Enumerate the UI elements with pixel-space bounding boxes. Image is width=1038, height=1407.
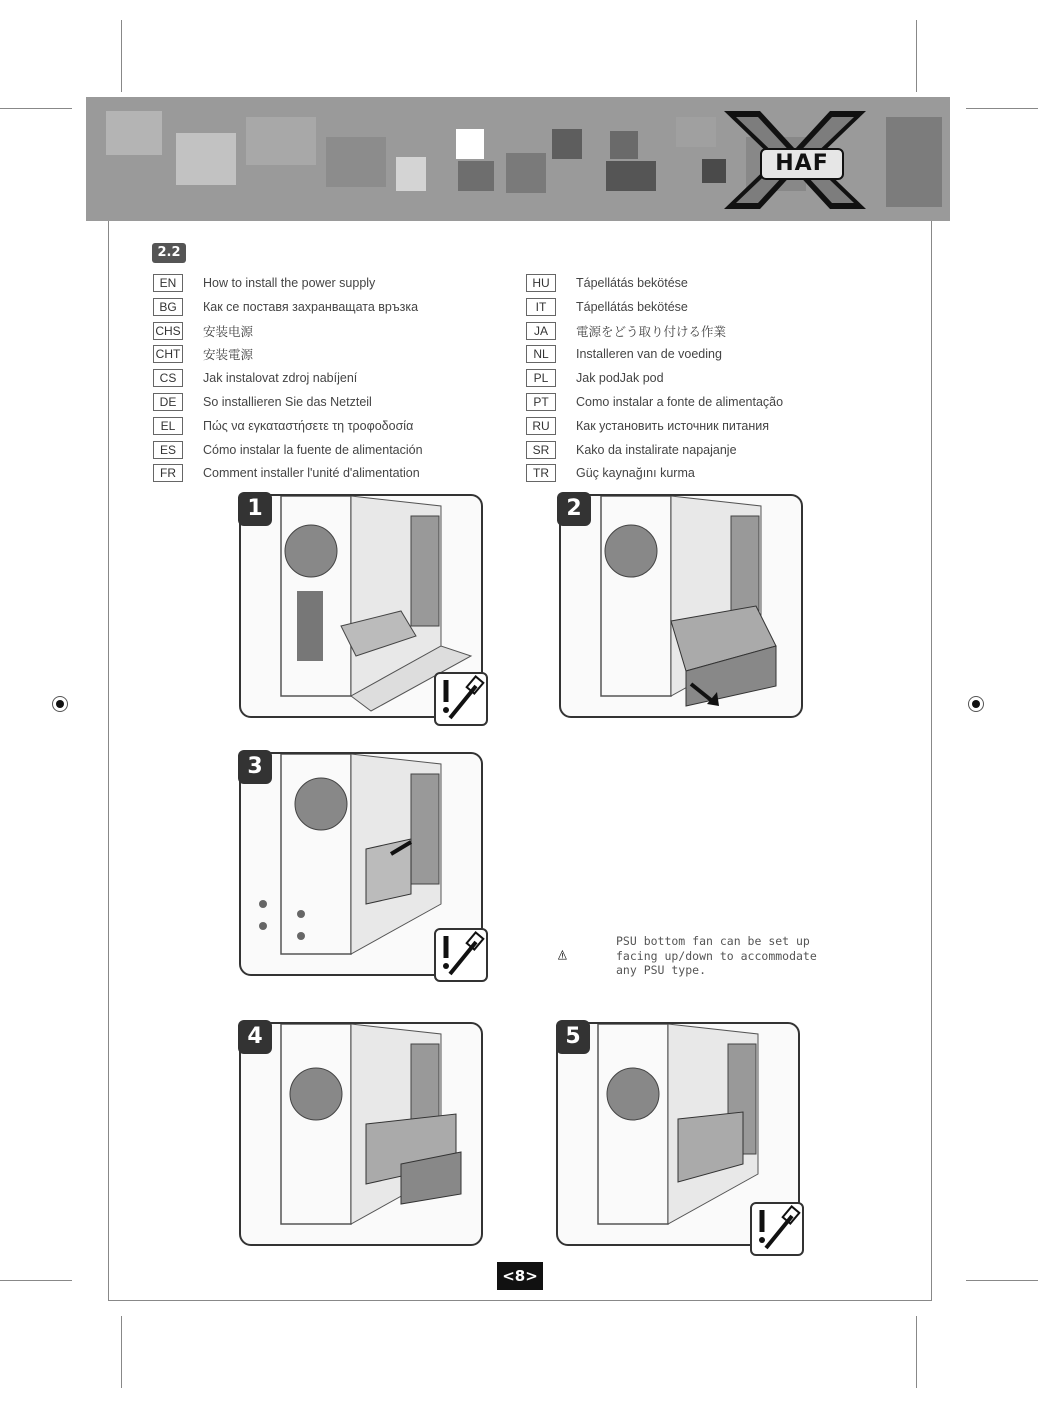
language-code: HU	[526, 274, 556, 292]
language-row	[153, 439, 423, 461]
banner-tile	[456, 129, 484, 159]
banner-tile	[176, 133, 236, 185]
warning-icon	[558, 930, 612, 980]
language-row	[526, 439, 737, 461]
language-code: CHS	[153, 322, 183, 340]
step-number: 5	[556, 1020, 590, 1054]
banner-tile	[458, 161, 494, 191]
language-row	[153, 415, 413, 437]
language-code: BG	[153, 298, 183, 316]
language-title: Comment installer l'unité d'alimentation	[203, 466, 420, 481]
crop-mark	[916, 20, 917, 92]
screwdriver-icon	[434, 928, 488, 982]
language-code: EL	[153, 417, 183, 435]
crop-mark	[0, 1280, 72, 1281]
banner-tile	[246, 117, 316, 165]
logo-text: HAF	[760, 148, 844, 180]
language-row	[153, 296, 418, 318]
language-code: DE	[153, 393, 183, 411]
step-number: 3	[238, 750, 272, 784]
language-row	[526, 320, 726, 342]
language-code: TR	[526, 464, 556, 482]
banner-tile	[326, 137, 386, 187]
language-row	[153, 462, 420, 484]
screwdriver-icon	[750, 1202, 804, 1256]
language-title: Как установить источник питания	[576, 418, 770, 433]
warning-line: PSU bottom fan can be set up	[616, 934, 810, 948]
language-code: CHT	[153, 345, 183, 363]
banner-tile	[506, 153, 546, 193]
language-row	[526, 462, 695, 484]
language-title: Tápellátás bekötése	[576, 276, 688, 290]
language-title: Güç kaynağını kurma	[576, 466, 695, 481]
language-code: ES	[153, 441, 183, 459]
section-number: 2.2	[152, 243, 186, 263]
crop-mark	[121, 1316, 122, 1388]
warning-line: any PSU type.	[616, 963, 707, 977]
language-row	[153, 367, 357, 389]
language-code: FR	[153, 464, 183, 482]
step-number: 4	[238, 1020, 272, 1054]
language-title: Installeren van de voeding	[576, 347, 722, 362]
step-4-illustration	[239, 1022, 483, 1246]
banner-tile	[106, 111, 162, 155]
crop-mark	[0, 108, 72, 109]
language-code: PL	[526, 369, 556, 387]
crop-mark	[121, 20, 122, 92]
registration-mark-left	[52, 696, 68, 712]
language-title: Jak instalovat zdroj nabíjení	[203, 371, 358, 386]
language-title: So installieren Sie das Netzteil	[203, 395, 372, 409]
language-title: Tápellátás bekötése	[576, 299, 688, 314]
step-number: 2	[557, 492, 591, 526]
language-row	[526, 343, 722, 365]
language-title: 安装電源	[203, 348, 254, 363]
language-title: Cómo instalar la fuente de alimentación	[203, 442, 423, 457]
language-row	[526, 415, 769, 437]
language-row	[526, 272, 688, 294]
language-row	[526, 391, 783, 413]
language-code: EN	[153, 274, 183, 292]
banner-tile	[606, 161, 656, 191]
language-row	[153, 343, 253, 365]
language-row	[526, 296, 688, 318]
language-code: PT	[526, 393, 556, 411]
language-title: Как се поставя захранващата връзка	[203, 299, 419, 314]
banner-tile	[886, 117, 942, 207]
language-title: Πώς να εγκαταστήσετε τη τροφοδοσία	[203, 418, 414, 433]
language-row	[153, 272, 375, 294]
language-code: CS	[153, 369, 183, 387]
language-row	[153, 320, 253, 342]
case-drawing	[561, 496, 801, 716]
language-title: Kako da instalirate napajanje	[576, 442, 737, 457]
step-2-illustration	[559, 494, 803, 718]
language-code: JA	[526, 322, 556, 340]
case-drawing	[241, 1024, 481, 1244]
screwdriver-icon	[434, 672, 488, 726]
language-title: How to install the power supply	[203, 276, 376, 290]
crop-mark	[966, 1280, 1038, 1281]
page-border-right	[931, 221, 932, 1301]
language-title: 安装电源	[203, 324, 254, 339]
crop-mark	[916, 1316, 917, 1388]
banner-tile	[552, 129, 582, 159]
language-title: 電源をどう取り付ける作業	[576, 324, 727, 339]
registration-mark-right	[968, 696, 984, 712]
warning-line: facing up/down to accommodate	[616, 948, 817, 963]
crop-mark	[966, 108, 1038, 109]
page-number: <8>	[497, 1262, 543, 1290]
language-code: NL	[526, 345, 556, 363]
step-number: 1	[238, 492, 272, 526]
language-code: IT	[526, 298, 556, 316]
page-border-bottom	[108, 1300, 932, 1301]
page-border-left	[108, 221, 109, 1301]
language-code: SR	[526, 441, 556, 459]
language-row	[153, 391, 372, 413]
language-title: Como instalar a fonte de alimentação	[576, 395, 784, 409]
banner-tile	[610, 131, 638, 159]
language-title: Jak podJak pod	[576, 371, 664, 386]
language-row	[526, 367, 664, 389]
banner-tile	[396, 157, 426, 191]
language-code: RU	[526, 417, 556, 435]
warning-text	[616, 934, 826, 978]
banner-tile	[676, 117, 716, 147]
